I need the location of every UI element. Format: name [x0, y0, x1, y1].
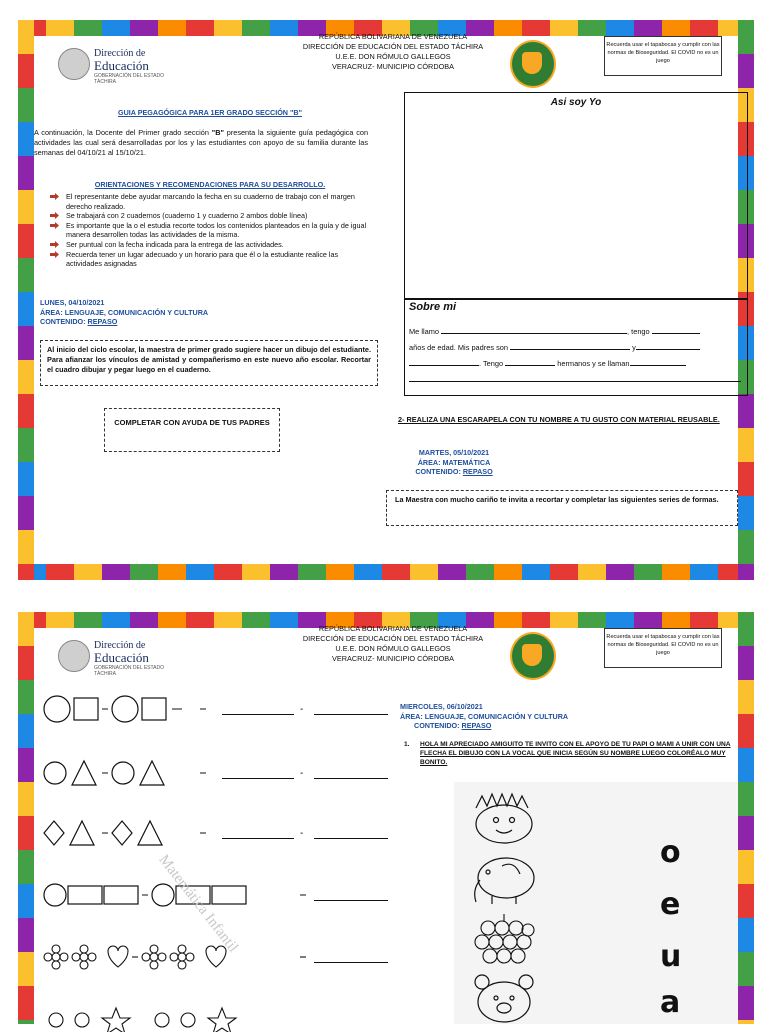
worksheet-page-1: [18, 20, 754, 580]
day-content: [400, 721, 568, 731]
bullet-text: Se trabajará con 2 cuadernos (cuaderno 1 y cuaderno 2 ambos doble línea): [66, 211, 308, 221]
separator-dash: -: [300, 704, 304, 715]
list-item: [50, 250, 370, 269]
circle-triangle-pattern-icon: [42, 758, 232, 788]
about-me-text: Me llamo: [409, 327, 442, 336]
about-me-line-4: [409, 373, 741, 384]
name-blank[interactable]: [441, 325, 627, 334]
task-text: HOLA MI APRECIADO AMIGUITO TE INVITO CON EL APOYO DE TU PAPI O MAMI A UNIR CON UNA FLECHA EL DIBUJO CON LA VOCAL QUE INICIA SEGÚN SU NOMBRE LUEGO COLORÉALO MUY BONITO.: [420, 741, 731, 766]
state-seal-icon: [58, 640, 90, 672]
separator-dash: -: [300, 828, 304, 839]
intro-section: "B": [211, 128, 224, 137]
separator-dash: -: [300, 768, 304, 779]
day-area: ÁREA: LENGUAJE, COMUNICACIÓN Y CULTURA: [40, 307, 209, 317]
vowel-u[interactable]: u: [660, 939, 682, 974]
shape-series-row: [42, 818, 388, 848]
about-me-text: y: [630, 343, 636, 352]
day-area: ÁREA: LENGUAJE, COMUNICACIÓN Y CULTURA: [400, 711, 569, 721]
school-crest-icon: [510, 632, 556, 680]
sun-star-pattern-icon: [42, 1002, 312, 1032]
day-area: ÁREA: MATEMÁTICA: [417, 457, 491, 467]
list-item: [50, 221, 370, 240]
grapes-icon[interactable]: [466, 910, 542, 970]
tuesday-heading: [410, 448, 498, 477]
content-label: CONTENIDO:: [414, 721, 462, 731]
bullet-text: Es importante que la o el estudia recorte todos los contenidos planteados en la guía y de igual manera desarrollen todas las actividades de la misma.: [66, 220, 367, 240]
school-header: [268, 624, 518, 664]
diamond-triangle-pattern-icon: [42, 818, 232, 848]
about-me-line-3: [409, 357, 686, 368]
shapes-instructions-box: La Maestra con mucho cariño te invita a recortar y completar las siguientes series de formas.: [386, 490, 738, 526]
vowel-matching-task: [404, 740, 738, 767]
hand-pointer-icon: [50, 193, 59, 200]
covid-reminder: Recuerda usar el tapabocas y cumplir con las normas de Bioseguridad. El COVID no es un juego: [604, 36, 722, 76]
complete-with-parents-box: COMPLETAR CON AYUDA DE TUS PADRES: [104, 408, 280, 452]
drawing-instructions-box: Al inicio del ciclo escolar, la maestra de primer grado sugiere hacer un dibujo del estudiante. Para afianzar los vínculos de amistad y compañerismo en este nuevo año escolar. Recortar el cuadro dibujar y pegar luego en el cuaderno.: [40, 340, 378, 386]
logo-big-text: Educación: [94, 58, 149, 73]
pencil-border-bottom: [18, 564, 754, 580]
header-line: REPÚBLICA BOLIVARIANA DE VENEZUELA: [318, 624, 468, 633]
school-header: [268, 32, 518, 72]
shape-series-row: [42, 880, 388, 910]
pencil-border-right: [738, 612, 754, 1024]
parent-1-blank[interactable]: [510, 341, 630, 350]
parent-2-cont-blank[interactable]: [409, 357, 479, 366]
task-number: 1.: [404, 741, 410, 748]
logo-sub-text: GOBERNACIÓN DEL ESTADO TÁCHIRA: [94, 73, 165, 85]
bear-icon[interactable]: [466, 972, 542, 1024]
shape-series-row: [42, 1002, 388, 1032]
list-item: [50, 192, 370, 211]
siblings-names-blank[interactable]: [630, 357, 686, 366]
answer-blank[interactable]: [314, 962, 388, 963]
day-content: [40, 317, 208, 327]
header-line: DIRECCIÓN DE EDUCACIÓN DEL ESTADO TÁCHIRA: [302, 42, 484, 51]
bullet-text: El representante debe ayudar marcando la fecha en su cuaderno de trabajo con el margen derecho realizado.: [66, 192, 355, 211]
pencil-border-left: [18, 20, 34, 580]
flower-heart-pattern-icon: [42, 942, 322, 972]
content-value: REPASO: [462, 467, 493, 477]
indian-icon[interactable]: [466, 786, 542, 846]
answer-blank[interactable]: [314, 714, 388, 715]
content-label: CONTENIDO:: [40, 317, 88, 327]
siblings-count-blank[interactable]: [505, 357, 555, 366]
header-line: U.E.E. DON RÓMULO GALLEGOS: [335, 52, 451, 61]
answer-blank[interactable]: [222, 714, 294, 715]
logo-small-text: Dirección de: [94, 48, 146, 59]
logo-sub-text: GOBERNACIÓN DEL ESTADO TÁCHIRA: [94, 665, 165, 677]
extra-blank[interactable]: [409, 373, 741, 382]
about-me-line-2: [409, 341, 700, 352]
shape-series-row: [42, 758, 388, 788]
education-logo: [58, 46, 178, 84]
list-item: [50, 240, 370, 250]
guide-title: GUIA PEGAGÓGICA PARA 1ER GRADO SECCIÓN "B": [118, 108, 302, 117]
shape-series-row: [42, 694, 388, 724]
parent-2-blank[interactable]: [636, 341, 700, 350]
school-crest-icon: [510, 40, 556, 88]
about-me-text: . Tengo: [479, 359, 506, 368]
hand-pointer-icon: [50, 212, 59, 219]
vowel-o[interactable]: o: [660, 835, 681, 870]
logo-big-text: Educación: [94, 650, 149, 665]
hand-pointer-icon: [50, 241, 59, 248]
wednesday-heading: [400, 702, 568, 731]
orientations-list: [50, 192, 370, 269]
covid-reminder: Recuerda usar el tapabocas y cumplir con las normas de Bioseguridad. El COVID no es un juego: [604, 628, 722, 668]
bullet-text: Ser puntual con la fecha indicada para la entrega de las actividades.: [66, 239, 284, 249]
answer-blank[interactable]: [222, 778, 294, 779]
orientations-title: ORIENTACIONES Y RECOMENDACIONES PARA SU DESARROLLO.: [94, 180, 326, 189]
education-logo: [58, 638, 178, 676]
content-value: REPASO: [461, 721, 492, 731]
hand-pointer-icon: [50, 222, 59, 229]
answer-blank[interactable]: [222, 838, 294, 839]
intro-text-rest: presenta la siguiente guía pedagógica con actividades las cual será desarrolladas por los y las estudiantes con apoyo de su familia durante las semanas del 04/10/21 al 15/10/21.: [34, 128, 369, 157]
header-line: DIRECCIÓN DE EDUCACIÓN DEL ESTADO TÁCHIRA: [302, 634, 484, 643]
shape-series-row: [42, 942, 388, 972]
vowel-a[interactable]: a: [660, 985, 681, 1020]
header-line: REPÚBLICA BOLIVARIANA DE VENEZUELA: [318, 32, 468, 41]
about-me-title: Sobre mi: [409, 301, 457, 313]
vowel-e[interactable]: e: [660, 887, 681, 922]
day-date: MIERCOLES, 06/10/2021: [400, 702, 483, 711]
about-me-box: [404, 298, 748, 396]
header-line: U.E.E. DON RÓMULO GALLEGOS: [335, 644, 451, 653]
intro-text: A continuación, la Docente del Primer grado sección: [34, 128, 212, 137]
elephant-icon[interactable]: [466, 848, 542, 908]
watermark: Matemática Infantil: [155, 852, 242, 956]
badge-activity: 2- REALIZA UNA ESCARAPELA CON TU NOMBRE A TU GUSTO CON MATERIAL REUSABLE.: [398, 415, 720, 424]
day-date: MARTES, 05/10/2021: [418, 448, 490, 457]
monday-heading: [40, 298, 208, 327]
hand-pointer-icon: [50, 251, 59, 258]
list-item: [50, 211, 370, 221]
header-line: VERACRUZ- MUNICIPIO CÓRDOBA: [331, 654, 455, 663]
intro-paragraph: [34, 128, 368, 158]
state-seal-icon: [58, 48, 90, 80]
day-date: LUNES, 04/10/2021: [40, 298, 105, 307]
vowel-matching-panel: [454, 782, 738, 1024]
about-me-line-1: [409, 325, 700, 336]
content-label: CONTENIDO:: [415, 467, 463, 477]
self-portrait-title: Asi soy Yo: [550, 97, 602, 108]
about-me-text: años de edad. Mis padres son: [409, 343, 511, 352]
about-me-text: , tengo: [627, 327, 652, 336]
about-me-text: hermanos y se llaman: [555, 359, 630, 368]
answer-blank[interactable]: [314, 900, 388, 901]
worksheet-page-2: [18, 612, 754, 1024]
pencil-border-left: [18, 612, 34, 1024]
day-content: [410, 467, 498, 477]
self-portrait-box[interactable]: [404, 92, 748, 300]
header-line: VERACRUZ- MUNICIPIO CÓRDOBA: [331, 62, 455, 71]
content-value: REPASO: [87, 317, 118, 327]
logo-small-text: Dirección de: [94, 640, 146, 651]
bullet-text: Recuerda tener un lugar adecuado y un horario para que él o la estudiante realice las actividades asignadas: [66, 249, 339, 269]
answer-blank[interactable]: [314, 838, 388, 839]
answer-blank[interactable]: [314, 778, 388, 779]
age-blank[interactable]: [652, 325, 700, 334]
circle-square-pattern-icon: [42, 694, 232, 724]
